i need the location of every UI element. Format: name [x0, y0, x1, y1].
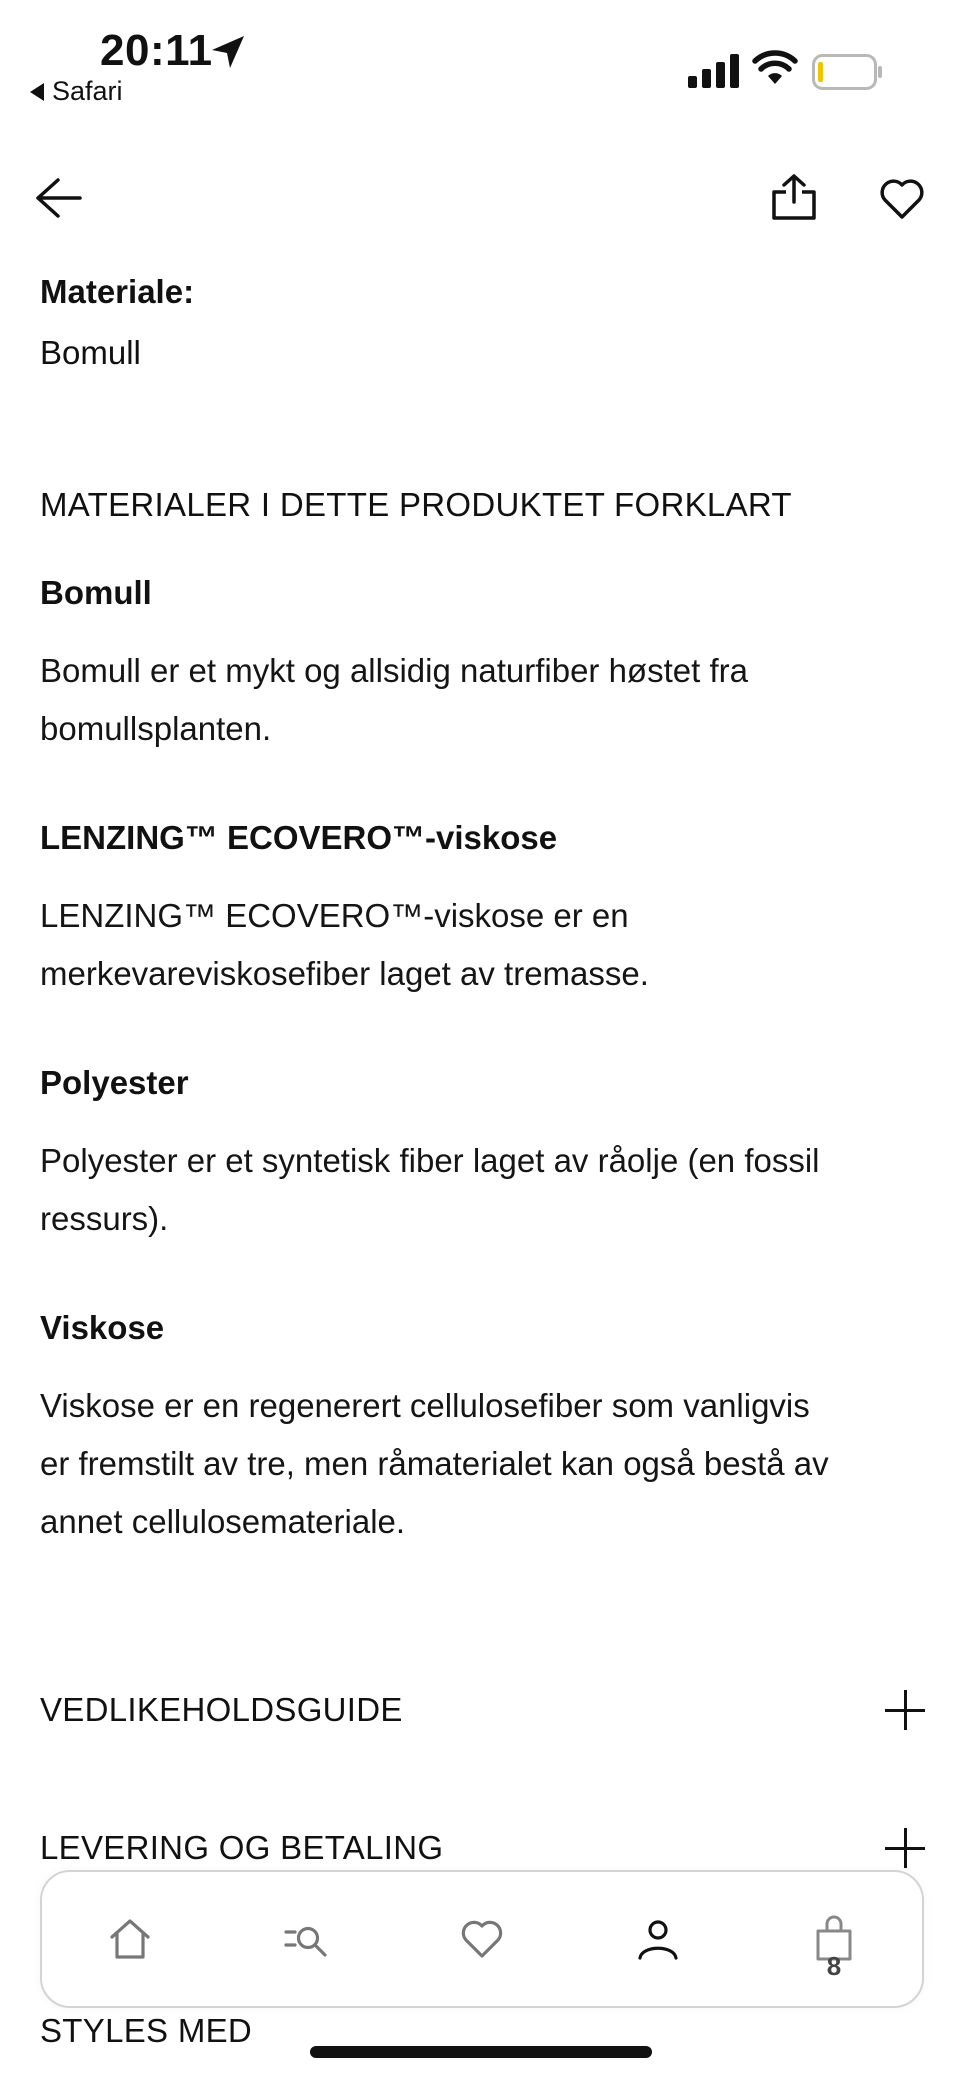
- plus-icon[interactable]: [885, 1690, 925, 1730]
- material-explanation-name: Bomull: [40, 574, 152, 611]
- cart-count-badge: 8: [826, 1951, 842, 1981]
- description-line: Viskose er en regenerert cellulosefiber som vanligvis: [40, 1387, 810, 1424]
- material-explanation-name: LENZING™ ECOVERO™-viskose: [40, 819, 558, 856]
- home-indicator[interactable]: [310, 2046, 652, 2058]
- materials-explained-title: MATERIALER I DETTE PRODUKTET FORKLART: [40, 486, 792, 523]
- styles-with-section-title: STYLES MED: [40, 2012, 253, 2049]
- material-explanation-name: Viskose: [40, 1309, 165, 1346]
- accordion-delivery-payment[interactable]: [40, 1818, 925, 1878]
- status-time: 20:11: [100, 26, 213, 75]
- material-explanation-ecovero: [40, 815, 930, 1003]
- material-explanation-description: [40, 887, 930, 1003]
- tab-favorites[interactable]: [442, 1899, 522, 1979]
- material-explanation-bomull: [40, 570, 930, 758]
- bottom-tab-bar: [40, 1870, 924, 2008]
- home-icon: [106, 1915, 154, 1963]
- material-explanation-polyester: [40, 1060, 930, 1248]
- wifi-icon: [752, 50, 798, 88]
- material-explanation-name: Polyester: [40, 1064, 189, 1101]
- description-line: merkevareviskosefiber laget av tremasse.: [40, 955, 649, 992]
- accordion-care-guide[interactable]: [40, 1680, 925, 1740]
- description-line: Bomull er et mykt og allsidig naturfiber høstet fra: [40, 652, 748, 689]
- share-icon[interactable]: [770, 172, 818, 222]
- description-line: LENZING™ ECOVERO™-viskose er en: [40, 897, 629, 934]
- search-menu-icon: [282, 1915, 330, 1963]
- plus-icon[interactable]: [885, 1828, 925, 1868]
- person-icon: [634, 1915, 682, 1963]
- material-label: Materiale:: [40, 273, 195, 310]
- tab-account[interactable]: [618, 1899, 698, 1979]
- battery-icon: [812, 54, 884, 90]
- description-line: Polyester er et syntetisk fiber laget av råolje (en fossil: [40, 1142, 820, 1179]
- material-explanation-description: [40, 1377, 930, 1551]
- tab-search[interactable]: [266, 1899, 346, 1979]
- back-arrow-icon[interactable]: [34, 176, 84, 220]
- back-triangle-icon: [30, 83, 44, 101]
- back-to-safari-link[interactable]: [30, 76, 123, 107]
- accordion-label: LEVERING OG BETALING: [40, 1829, 444, 1866]
- description-line: er fremstilt av tre, men råmaterialet kan også bestå av: [40, 1445, 829, 1482]
- heart-icon[interactable]: [878, 176, 926, 220]
- accordion-label: VEDLIKEHOLDSGUIDE: [40, 1691, 403, 1728]
- tab-home[interactable]: [90, 1899, 170, 1979]
- description-line: annet cellulosemateriale.: [40, 1503, 406, 1540]
- tab-cart[interactable]: [794, 1899, 874, 1979]
- heart-icon: [458, 1915, 506, 1963]
- material-explanation-description: [40, 642, 930, 758]
- description-line: bomullsplanten.: [40, 710, 272, 747]
- cellular-signal-icon: [688, 54, 740, 88]
- material-value: Bomull: [40, 334, 141, 371]
- back-app-label: Safari: [52, 76, 123, 106]
- description-line: ressurs).: [40, 1200, 169, 1237]
- location-arrow-icon: [208, 32, 248, 72]
- material-explanation-description: [40, 1132, 930, 1248]
- material-explanation-viskose: [40, 1305, 930, 1551]
